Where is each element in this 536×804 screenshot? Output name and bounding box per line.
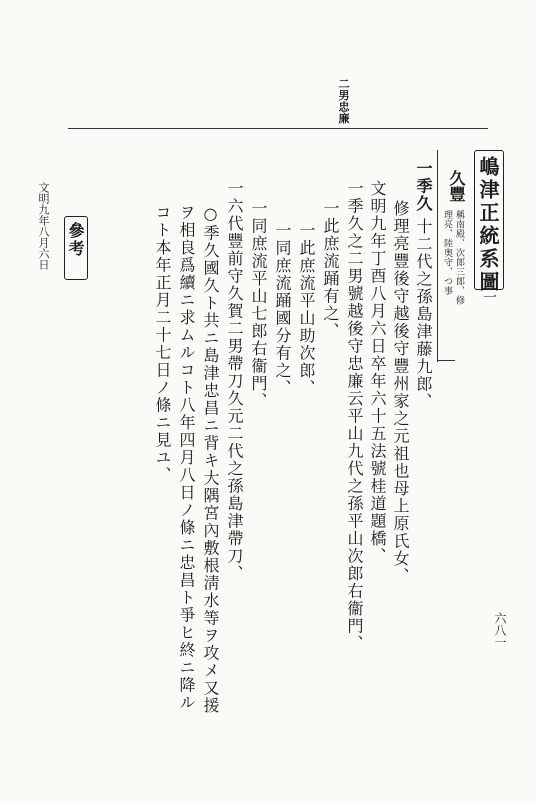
header-entry-line1: 稱南殿、次郎三郎、修 <box>454 210 464 305</box>
header-entry-name: 久豐 <box>447 170 466 202</box>
title-number: 一 <box>481 290 497 304</box>
body-line-4: 一此庶流踊有之、 <box>321 200 340 340</box>
body-line-8: 一六代豐前守久賀二男帶刀久元二代之孫島津帶刀、 <box>225 180 244 583</box>
body-line-7: 一同庶流平山七郎右衞門、 <box>249 200 268 410</box>
body-line-3: 一季久之二男號越後守忠廉云平山九代之孫平山次郎右衞門、 <box>345 180 364 653</box>
body-line-1: 修理亮豐後守越後守豐州家之元祖也母上原氏女、 <box>391 200 410 585</box>
entry-head: 一季久 <box>414 160 433 213</box>
document-title: 嶋津正統系圖 <box>476 156 500 294</box>
body-line-2: 文明九年丁酉八月六日卒年六十五法號桂道題橋、 <box>368 180 387 565</box>
tree-vertical <box>437 150 438 362</box>
body-line-10: ヲ相良爲續ニ求ムルコト八年四月八日ノ條ニ忠昌ト爭ヒ終ニ降ル <box>177 204 196 712</box>
tree-connector <box>437 360 455 361</box>
body-line-6: 一同庶流踊國分有之、 <box>273 222 292 397</box>
body-line-11: コト本年正月二十七日ノ條ニ見ユ、 <box>153 204 172 484</box>
entry-title: 十二代之孫島津藤九郎、 <box>414 218 433 411</box>
running-head: 二男忠廉 <box>337 78 350 124</box>
date-note: 文明九年八月六日 <box>37 182 50 270</box>
header-rule <box>68 128 488 129</box>
body-line-9: ○季久國久ト共ニ島津忠昌ニ背キ大隅宮內敷根淸水等ヲ攻メ又援 <box>201 204 220 715</box>
page-number: 六八一 <box>493 612 507 648</box>
reference-label: 參考 <box>66 222 85 258</box>
body-line-5: 一此庶流平山助次郎、 <box>297 222 316 397</box>
header-entry-line2: 理亮、陸奥守、つ事 <box>442 210 452 296</box>
